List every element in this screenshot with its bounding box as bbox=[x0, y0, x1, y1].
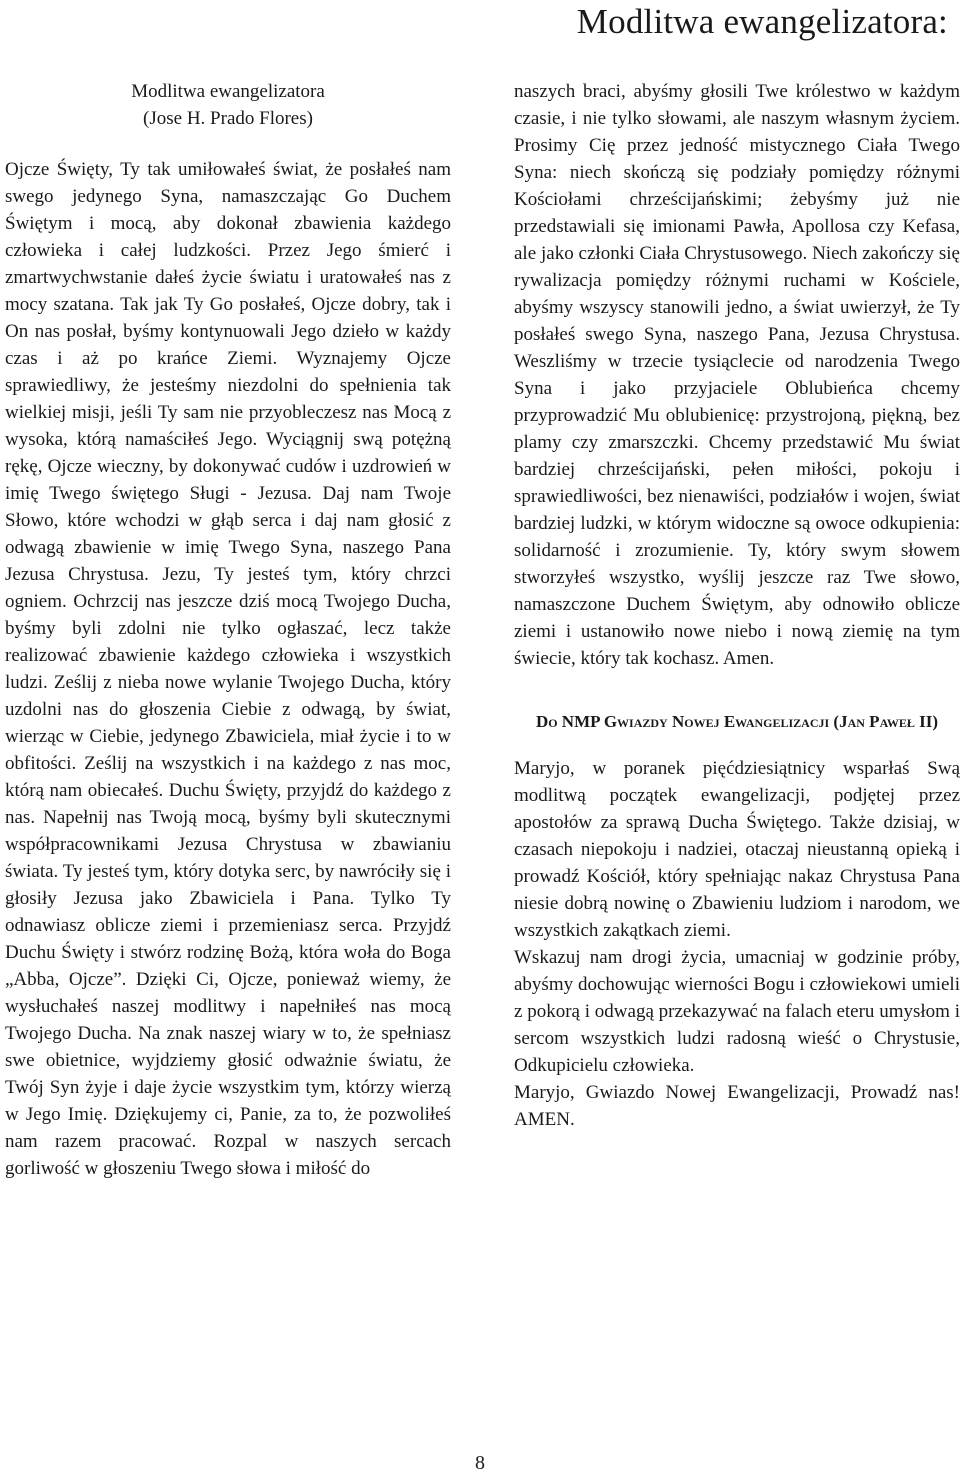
page-title: Modlitwa ewangelizatora: bbox=[576, 2, 948, 41]
section-heading: Do NMP Gwiazdy Nowej Ewangelizacji (Jan Paweł II) bbox=[535, 712, 939, 731]
prayer-title: Modlitwa ewangelizatora bbox=[131, 81, 325, 102]
mary-prayer-paragraph-2: Wskazuj nam drogi życia, umacniaj w godzinie próby, abyśmy dochowując wierności Bogu i człowiekowi umieli z pokorą i odwagą przekazywać na falach eteru umysłom i sercom wszystkich ludzi radosną wieść o Chrystusie, Odkupicielu człowieka. bbox=[514, 947, 960, 1076]
prayer-body-continuation: naszych braci, abyśmy głosili Twe królestwo w każdym czasie, i nie tylko słowami, ale naszym własnym życiem. Prosimy Cię przez jedność mistycznego Ciała Twego Syna: niech skończą się podziały pomiędzy różnymi Kościołami chrześcijańskimi; żebyśmy już nie przedstawiali się imionami Pawła, Apollosa czy Kefasa, ale jako członki Ciała Chrystusowego. Niech zakończy się rywalizacja pomiędzy różnymi ruchami w Kościele, abyśmy wszyscy stanowili jedno, a świat uwierzył, że Ty posłałeś swego Syna, naszego Pana, Jezusa Chrystusa. Weszliśmy w trzecie tysiąclecie od narodzenia Twego Syna i jako przyjaciele Oblubieńca chcemy przyprowadzić Mu oblubienicę: przystrojoną, piękną, bez plamy czy zmarszczki. Chcemy przedstawić Mu świat bardziej chrześcijański, pełen miłości, pokoju i sprawiedliwości, bez nienawiści, podziałów i wojen, świat bardziej ludzki, w którym widoczne są owoce odkupienia: solidarność i zrozumienie. Ty, który swym słowem stworzyłeś wszystko, wyślij jeszcze raz Twe słowo, namaszczone Duchem Świętym, aby odnowiło oblicze ziemi i ustanowiło nowe niebo i nową ziemię na tym świecie, który tak kochasz. Amen. bbox=[514, 81, 960, 669]
prayer-body-text: Ojcze Święty, Ty tak umiłowałeś świat, że posłałeś nam swego jedynego Syna, namaszczając Go Duchem Świętym i mocą, aby dokonał zbawienia każdego człowieka i całej ludzkości. Przez Jego śmierć i zmartwychwstanie dałeś życie światu i uratowałeś nas z mocy szatana. Tak jak Ty Go posłałeś, Ojcze dobry, tak i On nas posłał, byśmy kontynuowali Jego dzieło w każdy czas i aż po krańce Ziemi. Wyznajemy Ojcze sprawiedliwy, że jesteśmy niezdolni do spełnienia tak wielkiej misji, jeśli Ty sam nie przyobleczesz nas Mocą z wysoka, którą namaściłeś Jego. Wyciągnij swą potężną rękę, Ojcze wieczny, by dokonywać cudów i uzdrowień w imię Twego świętego Sługi - Jezusa. Daj nam Twoje Słowo, które wchodzi w głąb serca i daj nam głosić z odwagą zbawienie w imię Twego Syna, naszego Pana Jezusa Chrystusa. Jezu, Ty jesteś tym, który chrzci ogniem. Ochrzcij nas jeszcze dziś mocą Twojego Ducha, byśmy byli zdolni nie tylko ogłaszać, lecz także realizować zbawienie każdego człowieka i wszystkich ludzi. Ześlij z nieba nowe wylanie Twojego Ducha, który uzdolni nas do głoszenia Ciebie z odwagą, by świat, wierząc w Ciebie, jedynego Zbawiciela, miał życie i to w obfitości. Ześlij na wszystkich i na każdego z nas moc, którą nam obiecałeś. Duchu Święty, przyjdź do każdego z nas. Napełnij nas Twoją mocą, byśmy byli skutecznymi współpracownikami Jezusa Chrystusa w zbawianiu świata. Ty jesteś tym, który dotyka serc, by nawróciły się i głosiły Jezusa jako Zbawiciela i Pana. Tylko Ty odnawiasz oblicze ziemi i przemieniasz serca. Przyjdź Duchu Święty i stwórz rodzinę Bożą, która woła do Boga „Abba, Ojcze”. Dzięki Ci, Ojcze, ponieważ wiemy, że wysłuchałeś naszej modlitwy i napełniłeś nas mocą Twojego Ducha. Na znak naszej wiary w to, że spełniasz swe obietnice, wyjdziemy głosić odważnie światu, że Twój Syn żyje i daje życie wszystkim tym, którzy wierzą w Jego Imię. Dziękujemy ci, Panie, za to, że pozwoliłeś nam razem pracować. Rozpal w naszych sercach gorliwość w głoszeniu Twego słowa i miłość do bbox=[5, 159, 451, 1179]
right-column bbox=[514, 78, 960, 1133]
prayer-author: (Jose H. Prado Flores) bbox=[143, 108, 313, 129]
mary-prayer-paragraph-3: Maryjo, Gwiazdo Nowej Ewangelizacji, Prowadź nas! AMEN. bbox=[514, 1082, 960, 1130]
page-number: 8 bbox=[475, 1452, 485, 1474]
left-column bbox=[5, 78, 451, 1182]
mary-prayer-paragraph-1: Maryjo, w poranek pięćdziesiątnicy wsparłaś Swą modlitwą początek ewangelizacji, podjętej przez apostołów za sprawą Ducha Świętego. Także dzisiaj, w czasach niepokoju i nadziei, otaczaj nieustanną opieką i prowadź Kościół, który spełniając nakaz Chrystusa Pana niesie dobrą nowinę o Zbawieniu ludziom i narodom, we wszystkich zakątkach ziemi. bbox=[514, 758, 960, 941]
prayer-heading bbox=[5, 78, 451, 132]
